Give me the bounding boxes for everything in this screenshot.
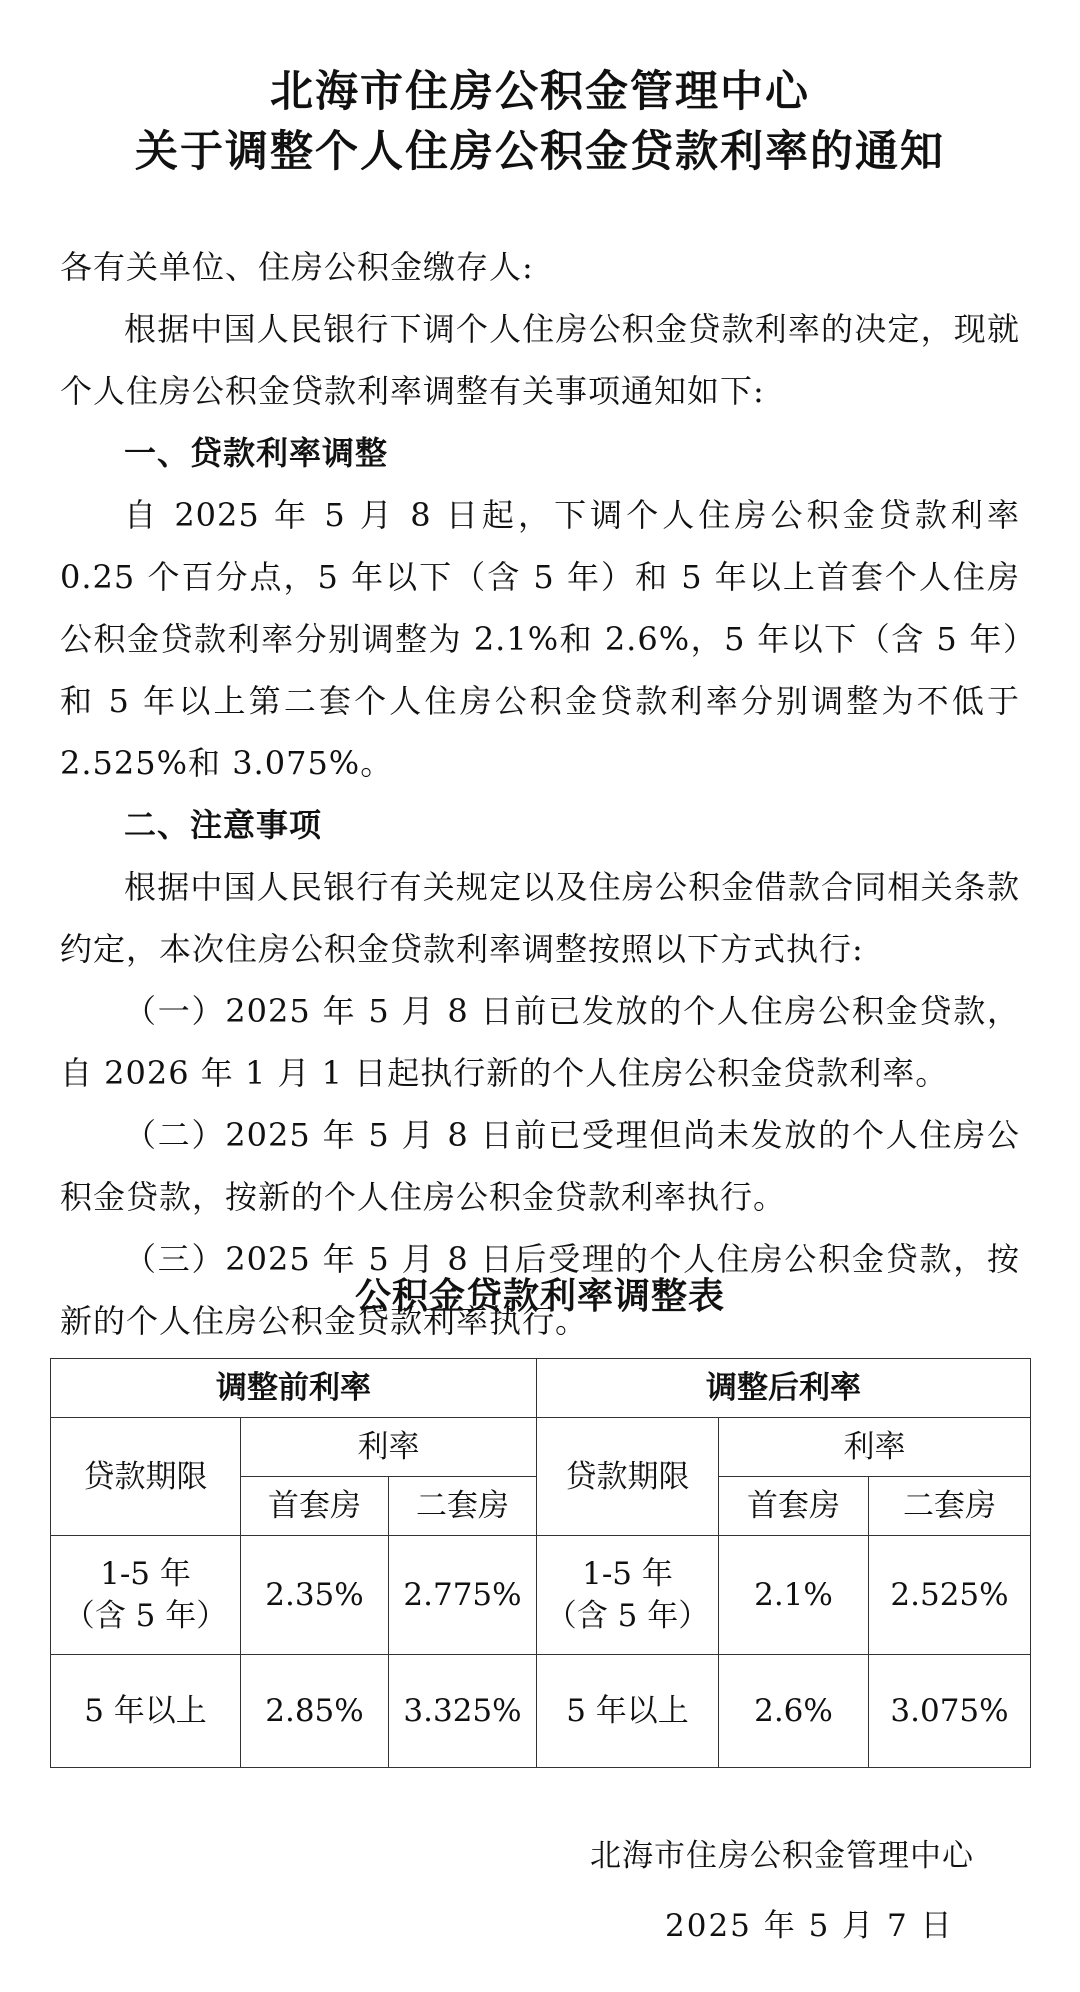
after-term-cell [537, 1536, 719, 1655]
before-second-rate: 3.325% [389, 1655, 537, 1768]
rate-table [50, 1358, 1031, 1768]
before-rate-subheader: 利率 [241, 1418, 537, 1477]
after-term-header: 贷款期限 [537, 1418, 719, 1536]
item1-paragraph: （一）2025 年 5 月 8 日前已发放的个人住房公积金贷款，自 2026 年 1 月 1 日起执行新的个人住房公积金贷款利率。 [60, 992, 1020, 1092]
before-term-cell [51, 1536, 241, 1655]
after-first-home-header: 首套房 [719, 1477, 869, 1536]
section2-paragraph: 根据中国人民银行有关规定以及住房公积金借款合同相关条款约定，本次住房公积金贷款利率调整按照以下方式执行: [60, 868, 1020, 968]
salutation: 各有关单位、住房公积金缴存人: [60, 248, 534, 286]
after-second-rate: 2.525% [869, 1536, 1031, 1655]
before-first-rate: 2.35% [241, 1536, 389, 1655]
issuer-signature: 北海市住房公积金管理中心 [590, 1838, 974, 1874]
after-first-rate: 2.6% [719, 1655, 869, 1768]
before-first-rate: 2.85% [241, 1655, 389, 1768]
table-header-row [51, 1359, 1031, 1418]
item3-paragraph: （三）2025 年 5 月 8 日后受理的个人住房公积金贷款，按新的个人住房公积金贷款利率执行。 [60, 1240, 1020, 1340]
section2-heading: 二、注意事项 [124, 806, 323, 844]
table-title: 公积金贷款利率调整表 [354, 1276, 725, 1317]
term-line2: （含 5 年） [545, 1598, 710, 1634]
after-first-rate: 2.1% [719, 1536, 869, 1655]
after-term-cell: 5 年以上 [537, 1655, 719, 1768]
before-rate-header: 调整前利率 [51, 1359, 537, 1418]
item2-paragraph: （二）2025 年 5 月 8 日前已受理但尚未发放的个人住房公积金贷款，按新的个人住房公积金贷款利率执行。 [60, 1116, 1020, 1216]
term-line1: 1-5 年 [100, 1556, 191, 1592]
before-term-header: 贷款期限 [51, 1418, 241, 1536]
page-title-line2: 关于调整个人住房公积金贷款利率的通知 [135, 127, 945, 177]
notice-body [60, 236, 1020, 1352]
after-second-rate: 3.075% [869, 1655, 1031, 1768]
after-rate-subheader: 利率 [719, 1418, 1031, 1477]
table-subheader-row [51, 1418, 1031, 1477]
before-second-home-header: 二套房 [389, 1477, 537, 1536]
intro-paragraph: 根据中国人民银行下调个人住房公积金贷款利率的决定，现就个人住房公积金贷款利率调整有关事项通知如下: [60, 310, 1020, 410]
term-line1: 1-5 年 [582, 1556, 673, 1592]
before-term-cell: 5 年以上 [51, 1655, 241, 1768]
table-row [51, 1655, 1031, 1768]
before-first-home-header: 首套房 [241, 1477, 389, 1536]
after-rate-header: 调整后利率 [537, 1359, 1031, 1418]
page-title-line1: 北海市住房公积金管理中心 [270, 67, 810, 117]
section1-heading: 一、贷款利率调整 [124, 434, 389, 472]
section1-paragraph: 自 2025 年 5 月 8 日起，下调个人住房公积金贷款利率 0.25 个百分点，5 年以下（含 5 年）和 5 年以上首套个人住房公积金贷款利率分别调整为 2.1%和 2.6%，5 年以下（含 5 年）和 5 年以上第二套个人住房公积金贷款利率分别调整为不低于 2.525%和 3.075%。 [60, 496, 1020, 782]
before-second-rate: 2.775% [389, 1536, 537, 1655]
after-second-home-header: 二套房 [869, 1477, 1031, 1536]
issue-date: 2025 年 5 月 7 日 [665, 1908, 954, 1944]
table-row [51, 1536, 1031, 1655]
term-line2: （含 5 年） [63, 1598, 228, 1634]
